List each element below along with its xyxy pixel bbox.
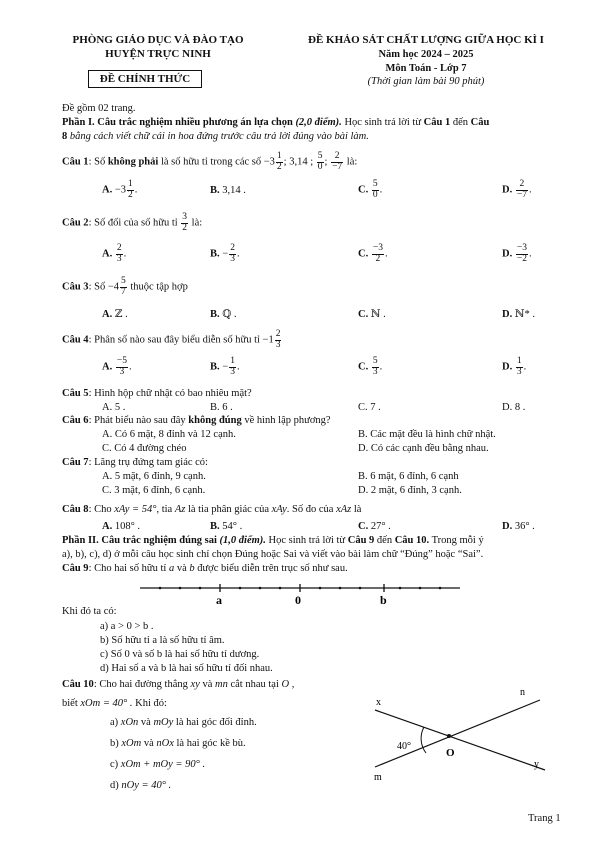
q4-b-label: B.	[210, 361, 220, 373]
line-xy	[375, 710, 545, 770]
q1-c-label: C.	[358, 184, 369, 196]
q10-sd-math: nOy = 40° .	[121, 780, 172, 791]
q8-text3: là tia phân giác của	[187, 504, 269, 515]
q7-option-d[interactable]: D. 2 mặt, 6 đỉnh, 3 cạnh.	[358, 485, 462, 496]
q8-text5: là	[353, 504, 362, 515]
q6-option-a[interactable]: A. Có 6 mặt, 8 đỉnh và 12 cạnh.	[102, 429, 236, 440]
q7-text: : Lăng trụ đứng tam giác có:	[88, 457, 208, 468]
q9-statement-a[interactable]: a) a > 0 > b .	[100, 621, 154, 632]
q3-b-label: B.	[210, 309, 220, 320]
q10-math3: O ,	[281, 679, 295, 690]
q1-text: : Số	[88, 156, 106, 168]
q10-sc-label: c)	[110, 759, 119, 770]
q10-given-then: Khi đó:	[135, 698, 167, 709]
q10-sa-and: và	[140, 717, 151, 728]
q10-given-math: xOm = 40° .	[80, 698, 133, 709]
school-year: Năm học 2024 – 2025	[378, 49, 474, 60]
part2-desc: Học sinh trả lời từ	[268, 535, 346, 546]
line-mn	[375, 700, 540, 767]
question-6	[62, 414, 331, 427]
q7-option-a[interactable]: A. 5 mặt, 6 đỉnh, 9 cạnh.	[102, 471, 206, 482]
q5-label: Câu 5	[62, 388, 89, 399]
q1-d-label: D.	[502, 184, 513, 196]
q3-label: Câu 3	[62, 281, 89, 293]
q4-text: : Phân số nào sau đây biểu diễn số hữu tỉ	[88, 334, 260, 346]
axis-label-0: 0	[295, 593, 301, 606]
q3-option-d[interactable]	[502, 308, 535, 321]
part1-from: Câu 1	[423, 117, 451, 128]
q10-sc-math: xOm + mOy = 90° .	[120, 759, 206, 770]
q10-statement-c[interactable]	[110, 758, 205, 771]
q3-option-c[interactable]	[358, 308, 386, 321]
q1-text3: ; 3,14 ;	[283, 156, 314, 168]
part2-to-word: đến	[376, 535, 393, 546]
q8-c-label: C.	[358, 521, 369, 532]
q10-sb-math2: nOx	[156, 738, 174, 749]
axis-label-a: a	[216, 593, 222, 606]
q9-intro: Khi đó ta có:	[62, 606, 117, 617]
q10-sd-label: d)	[110, 780, 119, 791]
q10-math1: xy	[190, 679, 200, 690]
axis-label-b: b	[380, 593, 387, 606]
part2-points: (1,0 điểm).	[219, 535, 266, 546]
q6-option-b[interactable]: B. Các mặt đều là hình chữ nhật.	[358, 429, 496, 440]
q2-d-label: D.	[502, 248, 513, 260]
part2-to: Câu 10.	[394, 535, 430, 546]
q2-option-a[interactable]: A. $\frac{2}{3}$ .	[102, 243, 127, 264]
q3-b-value: ℚ .	[222, 309, 237, 320]
q9-var-a: a	[168, 563, 175, 574]
q10-label: Câu 10	[62, 679, 94, 690]
q9-var-b: b	[189, 563, 195, 574]
point-o	[447, 734, 451, 738]
q10-sb-and: và	[143, 738, 154, 749]
q8-b-label: B.	[210, 521, 220, 532]
question-4: Câu 4: Phân số nào sau đây biểu diễn số hữu tỉ −1 $\frac{2}{3}$	[62, 329, 281, 350]
q2-option-b[interactable]: B. − $\frac{2}{3}$ .	[210, 243, 240, 264]
label-o: O	[446, 747, 455, 759]
q8-text2: , tia	[156, 504, 173, 515]
part1-to-word: đến	[452, 117, 468, 128]
q3-text: : Số	[88, 281, 106, 293]
q1-a-label: A.	[102, 184, 113, 196]
part2-instructions: a), b), c), d) ở mỗi câu học sinh chỉ chọn Đúng hoặc Sai và viết vào bài làm chữ “Đúng” hoặc “Sai”.	[62, 549, 484, 560]
q1-frac-2: $\frac{5}{0}$	[317, 151, 323, 172]
q8-math3: xAy	[271, 504, 287, 515]
part2-desc3: Trong mỗi ý	[431, 535, 484, 546]
q8-a-label: A.	[102, 521, 113, 532]
q3-a-label: A.	[102, 309, 113, 320]
page-number: Trang 1	[528, 813, 561, 824]
q3-d-label: D.	[502, 309, 513, 320]
q2-label: Câu 2	[62, 217, 89, 229]
q6-option-d[interactable]: D. Có các cạnh đều bằng nhau.	[358, 443, 489, 454]
q8-d-label: D.	[502, 521, 513, 532]
q5-option-c[interactable]: C. 7 .	[358, 402, 381, 413]
question-3: Câu 3: Số −4 $\frac{5}{7}$ thuộc tập hợp	[62, 276, 188, 297]
q2-text2: là:	[191, 217, 203, 229]
q8-d-value: 36° .	[514, 521, 535, 532]
q3-c-value: ℕ .	[370, 309, 386, 320]
number-line	[120, 578, 480, 606]
q4-option-c[interactable]: C. $\frac{5}{3}$ .	[358, 356, 383, 377]
q10-given	[62, 697, 167, 710]
q10-statement-d[interactable]	[110, 779, 171, 792]
q6-text: : Phát biểu nào sau đây	[88, 415, 186, 426]
q4-c-label: C.	[358, 361, 369, 373]
official-box: ĐỀ CHÍNH THỨC	[88, 70, 202, 88]
question-5	[62, 387, 252, 400]
page-count-note: Đề gồm 02 trang.	[62, 103, 136, 114]
q10-statement-b[interactable]	[110, 737, 246, 750]
q2-option-c[interactable]: C. $\frac{-3}{2}$ .	[358, 243, 388, 264]
q9-text3: được biểu diễn trên trục số như sau.	[197, 563, 348, 574]
q4-d-label: D.	[502, 361, 513, 373]
q2-c-label: C.	[358, 248, 369, 260]
q8-option-a[interactable]	[102, 520, 140, 533]
q10-math2: mn	[215, 679, 228, 690]
q7-label: Câu 7	[62, 457, 89, 468]
q3-a-value: ℤ .	[114, 309, 128, 320]
label-y: y	[534, 759, 539, 770]
q8-math1: xAy = 54°	[114, 504, 157, 515]
q9-statement-b[interactable]: b) Số hữu tỉ a là số hữu tỉ âm.	[100, 635, 225, 646]
q10-sb-text: là hai góc kề bù.	[176, 738, 246, 749]
q4-a-label: A.	[102, 361, 113, 373]
time-limit: (Thời gian làm bài 90 phút)	[367, 76, 485, 87]
q10-sa-label: a)	[110, 717, 119, 728]
intersecting-lines-figure	[360, 685, 560, 785]
q7-option-c[interactable]: C. 3 mặt, 6 đỉnh, 6 cạnh.	[102, 485, 206, 496]
q3-text2: thuộc tập hợp	[130, 281, 188, 293]
exam-title: ĐỀ KHẢO SÁT CHẤT LƯỢNG GIỮA HỌC KÌ I	[308, 34, 544, 46]
question-10	[62, 678, 294, 691]
q5-option-a[interactable]: A. 5 .	[102, 402, 126, 413]
q6-text2: về hình lập phương?	[244, 415, 331, 426]
q10-statement-a[interactable]	[110, 716, 257, 729]
q4-option-b[interactable]: B. − $\frac{1}{3}$ .	[210, 356, 240, 377]
q1-option-b[interactable]	[210, 184, 246, 197]
part1-heading	[62, 116, 572, 129]
q1-b-label: B.	[210, 185, 220, 196]
header-district: HUYỆN TRỰC NINH	[105, 48, 211, 60]
label-x: x	[376, 697, 381, 708]
q2-a-label: A.	[102, 248, 113, 260]
q10-sb-label: b)	[110, 738, 119, 749]
question-2: Câu 2: Số đối của số hữu tỉ $\frac{3}{2}$ là:	[62, 212, 203, 233]
q10-sa-math2: mOy	[153, 717, 174, 728]
q10-text: : Cho hai đường thẳng	[93, 679, 188, 690]
angle-arc	[421, 727, 426, 753]
q9-text2: và	[176, 563, 187, 574]
q5-option-d[interactable]: D. 8 .	[502, 402, 526, 413]
q8-label: Câu 8	[62, 504, 89, 515]
q4-option-a[interactable]: A. $\frac{-5}{3}$ .	[102, 356, 132, 377]
q8-text4: . Số đo của	[286, 504, 334, 515]
question-1: Câu 1: Số không phải là số hữu tỉ trong các số −3 $\frac{1}{2}$ ; 3,14 ; $\frac{5}{0}$ ; $\frac{2}{-7}$ là:	[62, 151, 358, 172]
q10-sa-math1: xOn	[120, 717, 139, 728]
q8-text: : Cho	[88, 504, 112, 515]
q8-c-value: 27° .	[370, 521, 391, 532]
q1-text2: là số hữu tỉ trong các số	[160, 156, 262, 168]
part1-points: (2,0 điểm).	[295, 117, 342, 128]
q6-bold: không đúng	[188, 415, 242, 426]
label-m: m	[374, 772, 382, 783]
label-n: n	[520, 687, 525, 698]
angle-label: 40°	[397, 741, 411, 752]
q2-text: : Số đối của số hữu tỉ	[88, 217, 178, 229]
question-9	[62, 562, 348, 575]
part1-instructions	[62, 130, 369, 143]
q1-option-a[interactable]: A. −3 $\frac{1}{2}$ .	[102, 179, 138, 200]
part1-title: Phần I. Câu trắc nghiệm nhiều phương án lựa chọn	[62, 117, 293, 128]
q4-label: Câu 4	[62, 334, 89, 346]
q9-label: Câu 9	[62, 563, 89, 574]
part1-to: Câu	[470, 117, 490, 128]
q8-a-value: 108° .	[114, 521, 141, 532]
q8-option-b[interactable]	[210, 520, 242, 533]
part2-title: Phần II. Câu trắc nghiệm đúng sai	[62, 535, 217, 546]
q7-option-b[interactable]: B. 6 mặt, 6 đỉnh, 6 cạnh	[358, 471, 459, 482]
q4-option-d[interactable]: D. $\frac{1}{3}$ .	[502, 356, 527, 377]
q3-d-value: ℕ* .	[514, 309, 535, 320]
q1-option-c[interactable]: C. $\frac{5}{0}$ .	[358, 179, 383, 200]
q1-text5: là:	[346, 156, 358, 168]
part2-from: Câu 9	[347, 535, 375, 546]
q8-b-value: 54° .	[222, 521, 243, 532]
q6-label: Câu 6	[62, 415, 89, 426]
subject: Môn Toán - Lớp 7	[385, 63, 467, 74]
q6-option-c[interactable]: C. Có 4 đường chéo	[102, 443, 187, 454]
question-7	[62, 456, 208, 469]
q9-text: : Cho hai số hữu tỉ	[88, 563, 167, 574]
part2-heading	[62, 534, 572, 547]
q1-frac-3: $\frac{2}{-7}$	[332, 151, 343, 172]
q1-b-value: 3,14 .	[222, 185, 246, 196]
q5-option-b[interactable]: B. 6 .	[210, 402, 233, 413]
q2-option-d[interactable]: D. $\frac{-3}{-2}$ .	[502, 243, 532, 264]
q5-text: : Hình hộp chữ nhật có bao nhiêu mặt?	[88, 388, 252, 399]
q1-frac-1: $\frac{1}{2}$	[276, 151, 282, 172]
part1-desc: Học sinh trả lời từ	[344, 117, 422, 128]
q9-statement-c[interactable]: c) Số 0 và số b là hai số hữu tỉ dương.	[100, 649, 260, 660]
part1-num: 8	[62, 131, 68, 142]
q8-math2: Az	[174, 504, 186, 515]
q2-b-label: B.	[210, 248, 220, 260]
q9-statement-d[interactable]: d) Hai số a và b là hai số hữu tỉ đối nhau.	[100, 663, 273, 674]
q10-sb-math1: xOm	[121, 738, 142, 749]
q3-option-b[interactable]	[210, 308, 237, 321]
q10-sa-text: là hai góc đối đỉnh.	[175, 717, 257, 728]
q8-option-c[interactable]	[358, 520, 391, 533]
q8-option-d[interactable]	[502, 520, 535, 533]
q1-text4: ;	[324, 156, 328, 168]
question-8	[62, 503, 361, 516]
q3-c-label: C.	[358, 309, 369, 320]
q1-label: Câu 1	[62, 156, 89, 168]
header-department: PHÒNG GIÁO DỤC VÀ ĐÀO TẠO	[72, 34, 244, 46]
q3-option-a[interactable]	[102, 308, 128, 321]
q1-bold: không phải	[107, 156, 159, 168]
q10-given-word: biết	[62, 698, 78, 709]
part1-rest: bằng cách viết chữ cái in hoa đứng trước câu trả lời đúng vào bài làm.	[69, 131, 369, 142]
q10-text2: và	[202, 679, 213, 690]
q10-text3: cắt nhau tại	[230, 679, 279, 690]
q1-option-d[interactable]: D. $\frac{2}{-7}$ .	[502, 179, 532, 200]
q8-math4: xAz	[336, 504, 352, 515]
